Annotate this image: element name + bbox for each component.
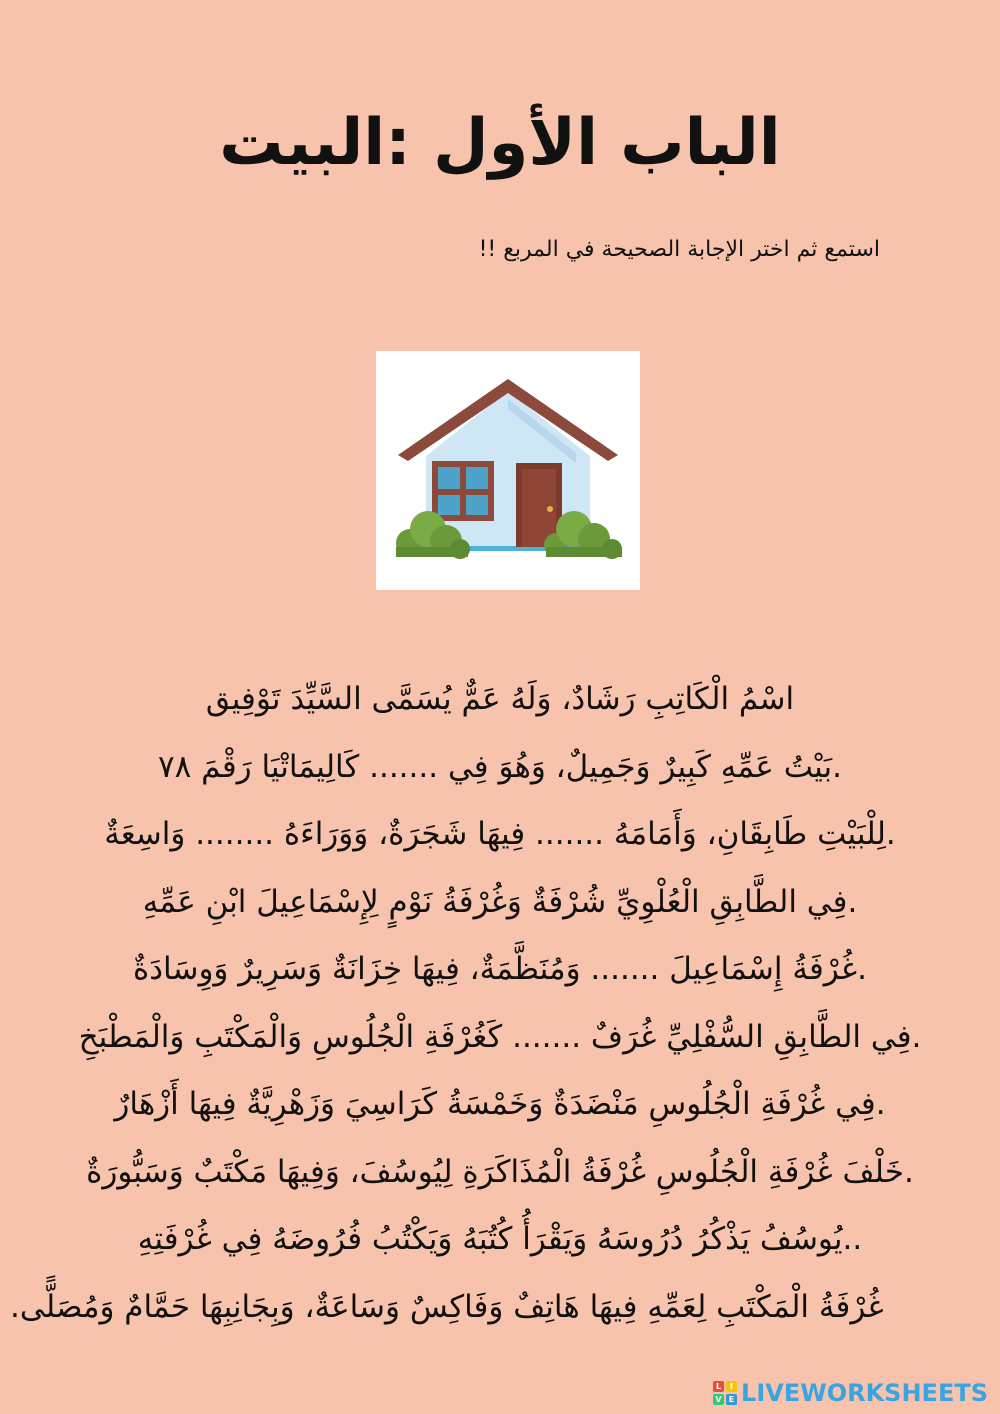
instruction-text: استمع ثم اختر الإجابة الصحيحة في المربع !!: [478, 237, 880, 262]
logo-letter: L: [713, 1381, 724, 1392]
window-pane: [466, 495, 488, 515]
logo-letter: V: [713, 1394, 724, 1405]
story-line: اسْمُ الْكَاتِبِ رَشَادٌ، وَلَهُ عَمٌّ يُسَمَّى السَّيِّدَ تَوْفِيق: [205, 681, 795, 717]
story-line: .فِي الطَّابِقِ السُّفْلِيِّ غُرَفٌ ....... كَغُرْفَةِ الْجُلُوسِ وَالْمَكْتَبِ وَالْمَطْبَخِ: [78, 1018, 922, 1055]
logo-letter: I: [726, 1381, 737, 1392]
story-line: .بَيْتُ عَمِّهِ كَبِيرٌ وَجَمِيلٌ، وَهُوَ فِي ....... كَالِيمَاتْيَا رَقْمَ ٧٨: [158, 748, 842, 785]
liveworksheets-watermark: [713, 1378, 988, 1408]
house-icon: [376, 351, 640, 590]
window-pane: [438, 467, 460, 489]
story-line: ..يُوسُفُ يَذْكُرُ دُرُوسَهُ وَيَقْرَأُ كُتُبَهُ وَيَكْتُبُ فُرُوضَهُ فِي غُرْفَتِهِ: [137, 1221, 863, 1257]
story-line: غُرْفَةُ الْمَكْتَبِ لِعَمِّهِ فِيهَا هَاتِفٌ وَفَاكِسٌ وَسَاعَةٌ، وَبِجَانِبِهَا حَمَّامٌ وَمُصَلًّى.: [10, 1288, 884, 1325]
story-line: .لِلْبَيْتِ طَابِقَانِ، وَأَمَامَهُ ....... فِيهَا شَجَرَةٌ، وَوَرَاءَهُ ........ وَاسِعَةٌ: [104, 816, 896, 852]
house-image: [376, 351, 640, 590]
page-title: الباب الأول :البيت: [219, 106, 781, 180]
story-text: [10, 666, 990, 1341]
window-pane: [438, 495, 460, 515]
logo-letter: E: [726, 1394, 737, 1405]
story-line: .فِي غُرْفَةِ الْجُلُوسِ مَنْضَدَةٌ وَخَمْسَةُ كَرَاسِيَ وَزَهْرِيَّةٌ فِيهَا أَزْهَارٌ: [114, 1086, 886, 1122]
watermark-text: LIVEWORKSHEETS: [741, 1379, 988, 1407]
story-line: .خَلْفَ غُرْفَةِ الْجُلُوسِ غُرْفَةُ الْمُذَاكَرَةِ لِيُوسُفَ، وَفِيهَا مَكْتَبٌ وَسَبُّورَةٌ: [86, 1153, 914, 1190]
door-knob: [547, 506, 553, 512]
window-pane: [466, 467, 488, 489]
liveworksheets-logo-icon: [713, 1381, 737, 1405]
story-line: .فِي الطَّابِقِ الْعُلْوِيِّ شُرْفَةٌ وَغُرْفَةُ نَوْمٍ لِإِسْمَاعِيلَ ابْنِ عَمِّهِ: [142, 883, 858, 920]
story-line: .غُرْفَةُ إِسْمَاعِيلَ ....... وَمُنَظَّمَةٌ، فِيهَا خِزَانَةٌ وَسَرِيرٌ وَوِسَادَةٌ: [133, 951, 867, 987]
